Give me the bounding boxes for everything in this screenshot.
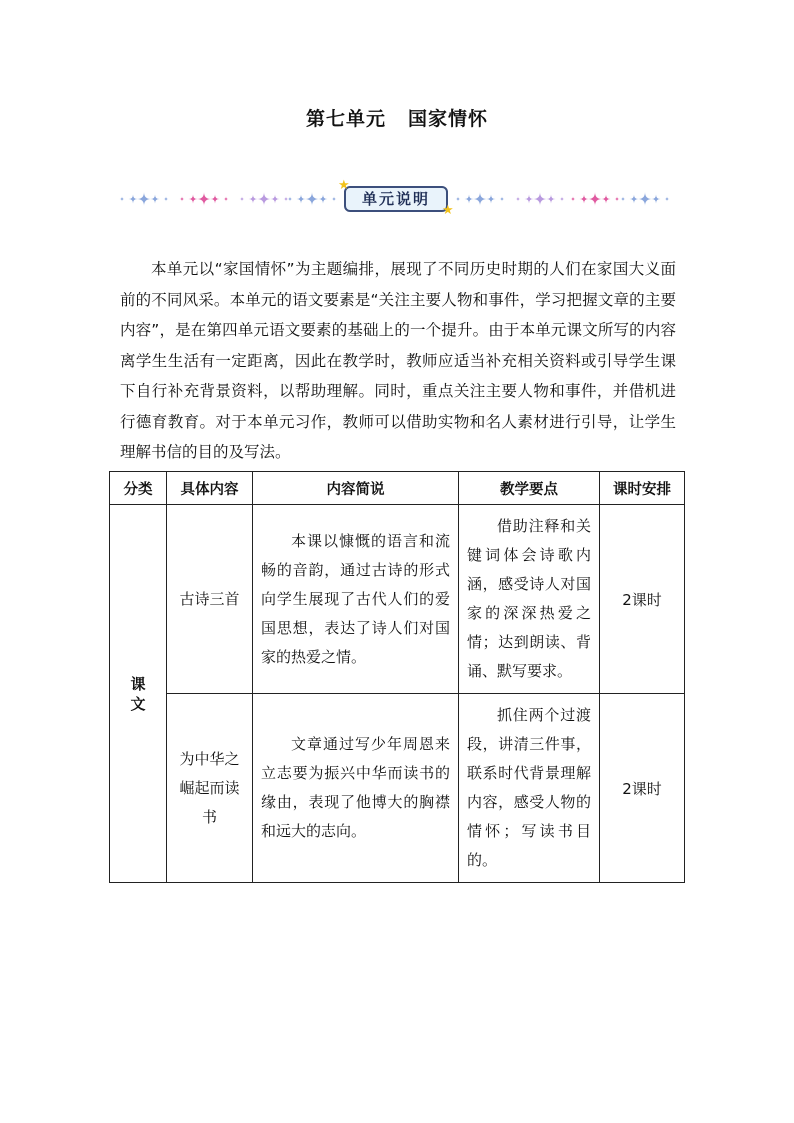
sparkle-icon [615, 197, 620, 202]
sparkle-icon [224, 197, 229, 202]
badge-label: 单元说明 [361, 190, 430, 208]
summary-text: 本课以慷慨的语言和流畅的音韵，通过古诗的形式向学生展现了古代人们的爱国思想，表达了诗人们对国家的热爱之情。 [261, 531, 450, 666]
sparkle-icon [271, 195, 280, 204]
sparkle-icon [164, 197, 169, 202]
summary-cell [253, 694, 459, 883]
sparkle-icon [500, 197, 505, 202]
sparkle-icon [516, 197, 521, 202]
sparkle-icon [137, 192, 151, 206]
sparkle-icon [665, 197, 670, 202]
sparkle-icon [533, 192, 547, 206]
key-points-cell [459, 505, 600, 694]
table-row [110, 505, 685, 694]
category-label: 课文 [130, 674, 146, 713]
sparkle-icon [180, 197, 185, 202]
summary-cell [253, 505, 459, 694]
sparkle-icon [332, 197, 337, 202]
header-hours: 课时安排 [600, 472, 685, 505]
key-points-cell [459, 694, 600, 883]
sparkle-icon [547, 195, 556, 204]
sparkle-icon [249, 195, 258, 204]
sparkle-icon [211, 195, 220, 204]
summary-text: 文章通过写少年周恩来立志要为振兴中华而读书的缘由，表现了他博大的胸襟和远大的志向。 [261, 735, 450, 840]
sparkle-icon [197, 192, 211, 206]
sparkle-icon [257, 192, 271, 206]
header-content: 具体内容 [167, 472, 253, 505]
hours-cell: 2课时 [600, 505, 685, 694]
hours-cell: 2课时 [600, 694, 685, 883]
unit-description-badge [344, 186, 448, 212]
unit-number: 第七单元 [305, 108, 386, 130]
header-key-points: 教学要点 [459, 472, 600, 505]
sparkle-icon [487, 195, 496, 204]
sparkle-icon [129, 195, 138, 204]
header-summary: 内容简说 [253, 472, 459, 505]
content-cell: 古诗三首 [167, 505, 253, 694]
intro-paragraph [120, 254, 676, 468]
key-points-text: 借助注释和关键词体会诗歌内涵，感受诗人对国家的深深热爱之情；达到朗读、背诵、默写要求。 [467, 517, 591, 680]
sparkle-icon [473, 192, 487, 206]
unit-description-banner [118, 178, 676, 218]
sparkle-icon [602, 195, 611, 204]
content-cell: 为中华之崛起而读书 [167, 694, 253, 883]
sparkle-icon [638, 192, 652, 206]
sparkle-icon [652, 195, 661, 204]
sparkle-icon [525, 195, 534, 204]
sparkle-icon [621, 197, 626, 202]
header-category: 分类 [110, 472, 167, 505]
key-points-text: 抓住两个过渡段，讲清三件事，联系时代背景理解内容，感受人物的情怀；写读书目的。 [467, 706, 591, 869]
intro-text: 本单元以“家国情怀”为主题编排，展现了不同历史时期的人们在家国大义面前的不同风采。本单元的语文要素是“关注主要人物和事件，学习把握文章的主要内容”，是在第四单元语文要素的基础上的一个提升。由于本单元课文所写的内容离学生生活有一定距离，因此在教学时，教师应适当补充相关资料或引导学生课下自行补充背景资料，以帮助理解。同时，重点关注主要人物和事件，并借机进行德育教育。对于本单元习作，教师可以借助实物和名人素材进行引导，让学生理解书信的目的及写法。 [120, 260, 676, 461]
category-cell [110, 505, 167, 883]
unit-theme: 国家情怀 [408, 108, 489, 130]
sparkle-icon [319, 195, 328, 204]
sparkle-icon [580, 195, 589, 204]
table-header-row [110, 472, 685, 505]
sparkle-icon [189, 195, 198, 204]
sparkle-icon [120, 197, 125, 202]
sparkle-icon [588, 192, 602, 206]
sparkle-icon [456, 197, 461, 202]
sparkle-icon [297, 195, 306, 204]
sparkle-icon [465, 195, 474, 204]
star-icon: ★ [338, 178, 350, 193]
table-row [110, 694, 685, 883]
sparkle-icon [630, 195, 639, 204]
sparkle-icon [240, 197, 245, 202]
sparkle-icon [151, 195, 160, 204]
star-icon: ★ [442, 203, 454, 218]
sparkle-icon [305, 192, 319, 206]
sparkle-icon [288, 197, 293, 202]
lesson-plan-table [109, 471, 685, 883]
page-title [0, 104, 794, 131]
sparkle-icon [560, 197, 565, 202]
sparkle-icon [571, 197, 576, 202]
